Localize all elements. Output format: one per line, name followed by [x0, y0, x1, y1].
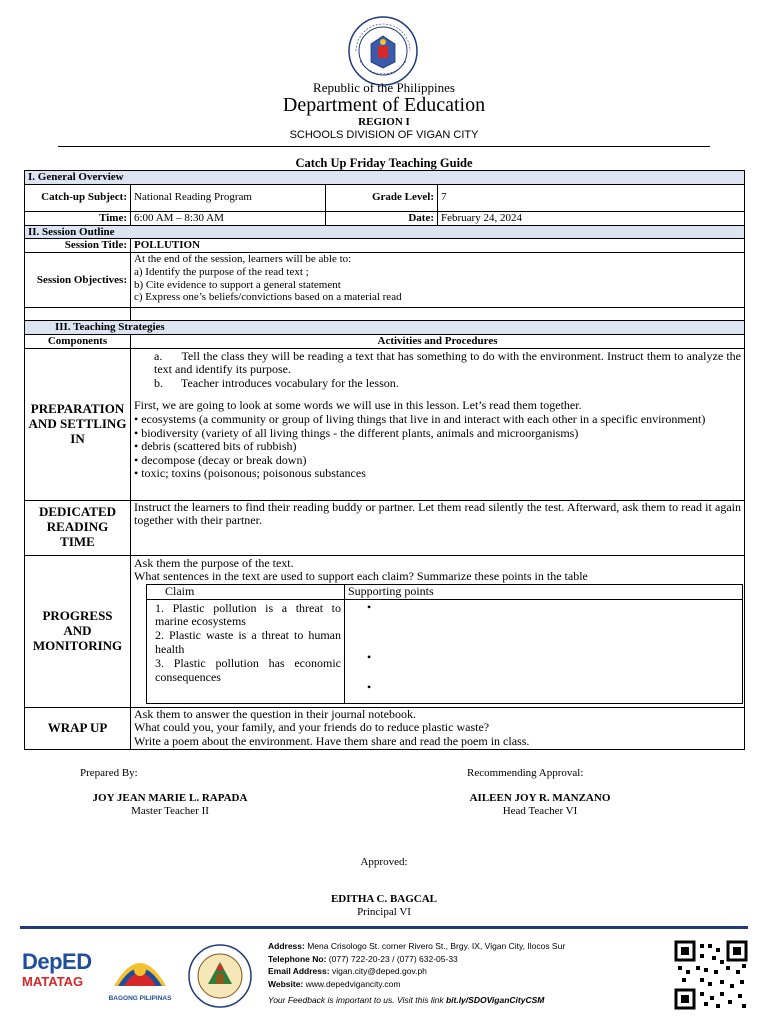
- prepared-by-title: Master Teacher II: [131, 805, 209, 817]
- support-bullet: •: [367, 599, 372, 614]
- preparation-step-b: [134, 377, 741, 391]
- claim-item: 2. Plastic waste is a threat to human health: [155, 628, 341, 656]
- preparation-content: [131, 348, 745, 500]
- reading-time-text: Instruct the learners to find their reading buddy or partner. Let them read silently the test. Afterward, ask them to read it again together with their partner.: [131, 500, 745, 555]
- date-label: Date:: [326, 211, 438, 225]
- feedback-link[interactable]: bit.ly/SDOViganCityCSM: [445, 995, 545, 1005]
- empty-cell: [131, 308, 745, 321]
- email-link[interactable]: vigan.city@deped.gov.ph: [331, 966, 427, 976]
- preparation-label: PREPARATION AND SETTLING IN: [25, 348, 131, 500]
- claims-table: [146, 584, 743, 704]
- qr-code-icon: [674, 940, 748, 1010]
- objective-item: c) Express one’s beliefs/convictions based on a material read: [134, 291, 402, 304]
- claim-header: Claim: [147, 584, 345, 599]
- vocab-item: • biodiversity (variety of all living things - the different plants, animals and microorganisms): [134, 425, 579, 440]
- approved-label: Approved:: [360, 856, 408, 868]
- time-value: 6:00 AM – 8:30 AM: [131, 211, 326, 225]
- header-divider: [58, 146, 710, 147]
- address-text: Mena Crisologo St. corner Rivero St., Brgy. IX, Vigan City, Ilocos Sur: [307, 941, 566, 951]
- grade-level-label: Grade Level:: [326, 184, 438, 211]
- recommending-label: Recommending Approval:: [467, 767, 584, 779]
- document-title: Catch Up Friday Teaching Guide: [295, 156, 473, 170]
- telephone-label: Telephone No:: [268, 953, 327, 964]
- website-label: Website:: [268, 978, 304, 989]
- reading-time-label: DEDICATED READING TIME: [25, 500, 131, 555]
- vocab-item: • decompose (decay or break down): [134, 452, 307, 467]
- objectives-cell: [131, 253, 745, 308]
- recommending-name: AILEEN JOY R. MANZANO: [469, 792, 611, 804]
- sdo-vigan-seal-icon: [188, 944, 252, 1008]
- progress-line: What sentences in the text are used to support each claim? Summarize these points in the table: [134, 569, 588, 584]
- telephone-text: (077) 722-20-23 / (077) 632-05-33: [328, 953, 458, 964]
- prepared-by-name: JOY JEAN MARIE L. RAPADA: [92, 792, 248, 804]
- wrap-up-label: WRAP UP: [25, 707, 131, 749]
- date-value: February 24, 2024: [438, 211, 745, 225]
- claim-item: 3. Plastic pollution has economic consequences: [155, 655, 341, 684]
- support-bullet: •: [367, 649, 372, 664]
- objective-item: b) Cite evidence to support a general statement: [134, 278, 341, 291]
- section-heading-strategies: III. Teaching Strategies: [25, 321, 745, 335]
- approved-title: Principal VI: [357, 906, 411, 918]
- footer-contact: [268, 940, 668, 1007]
- region-text: REGION I: [358, 116, 410, 128]
- support-bullet: •: [367, 679, 372, 694]
- bagong-pilipinas-text: BAGONG PILIPINAS: [108, 995, 172, 1002]
- vocab-item: • debris (scattered bits of rubbish): [134, 439, 297, 454]
- wrap-up-line: Ask them to answer the question in their journal notebook.: [134, 706, 416, 721]
- session-title-label: Session Title:: [25, 239, 131, 253]
- empty-cell: [25, 308, 131, 321]
- objectives-label: Session Objectives:: [25, 253, 131, 308]
- vocab-item: • toxic; toxins (poisonous; poisonous substances: [134, 466, 366, 481]
- supporting-header: Supporting points: [345, 584, 743, 599]
- components-header: Components: [25, 334, 131, 348]
- bagong-pilipinas-icon: [108, 946, 172, 994]
- department-title: Department of Education: [282, 94, 486, 116]
- subject-value: National Reading Program: [131, 184, 326, 211]
- preparation-step-a: [134, 350, 741, 377]
- recommending-title: Head Teacher VI: [502, 805, 578, 817]
- deped-matatag-logo: [22, 950, 96, 1002]
- claims-cell: [147, 599, 345, 703]
- grade-level-value: 7: [438, 184, 745, 211]
- feedback-text: Your Feedback is important to us. Visit this link: [268, 995, 446, 1005]
- deped-seal-icon: [348, 16, 418, 86]
- subject-label: Catch-up Subject:: [25, 184, 131, 211]
- matatag-logo-text: MATATAG: [22, 974, 84, 989]
- wrap-up-line: Write a poem about the environment. Have them share and read the poem in class.: [134, 733, 530, 748]
- wrap-up-content: [131, 707, 745, 749]
- session-title-value: POLLUTION: [131, 239, 745, 253]
- activities-header: Activities and Procedures: [131, 334, 745, 348]
- step-b-marker: b.: [154, 375, 163, 390]
- vocab-intro: First, we are going to look at some words we will use in this lesson. Let’s read them together.: [134, 398, 582, 413]
- approved-name: EDITHA C. BAGCAL: [330, 893, 438, 905]
- step-a-text: Tell the class they will be reading a text that has something to do with the environment. Instruct them to analyze the text and identify its purpose.: [154, 348, 741, 377]
- section-heading-outline: II. Session Outline: [25, 225, 745, 239]
- supporting-cell: [345, 599, 743, 703]
- section-heading-overview: I. General Overview: [25, 171, 745, 185]
- objectives-intro: At the end of the session, learners will be able to:: [134, 253, 352, 266]
- address-label: Address:: [268, 941, 305, 951]
- prepared-by-label: Prepared By:: [80, 767, 138, 779]
- progress-content: [131, 555, 745, 707]
- step-b-text: Teacher introduces vocabulary for the lesson.: [181, 375, 399, 390]
- step-a-marker: a.: [154, 348, 163, 363]
- teaching-guide-table: [24, 170, 745, 750]
- deped-logo-text: DepED: [22, 949, 92, 974]
- email-label: Email Address:: [268, 966, 330, 976]
- wrap-up-line: What could you, your family, and your friends do to reduce plastic waste?: [134, 720, 490, 735]
- republic-text: Republic of the Philippines: [313, 80, 455, 95]
- claim-item: 1. Plastic pollution is a threat to marine ecosystems: [155, 600, 341, 629]
- division-text: SCHOOLS DIVISION OF VIGAN CITY: [289, 129, 479, 141]
- website-link[interactable]: www.depedvigancity.com: [305, 978, 401, 989]
- progress-label: PROGRESS AND MONITORING: [25, 555, 131, 707]
- time-label: Time:: [25, 211, 131, 225]
- objective-item: a) Identify the purpose of the read text ;: [134, 265, 309, 278]
- vocab-item: • ecosystems (a community or group of living things that live in and interact with each other in a specific environment): [134, 411, 706, 426]
- footer-divider: [20, 926, 748, 929]
- progress-line: Ask them the purpose of the text.: [134, 555, 294, 570]
